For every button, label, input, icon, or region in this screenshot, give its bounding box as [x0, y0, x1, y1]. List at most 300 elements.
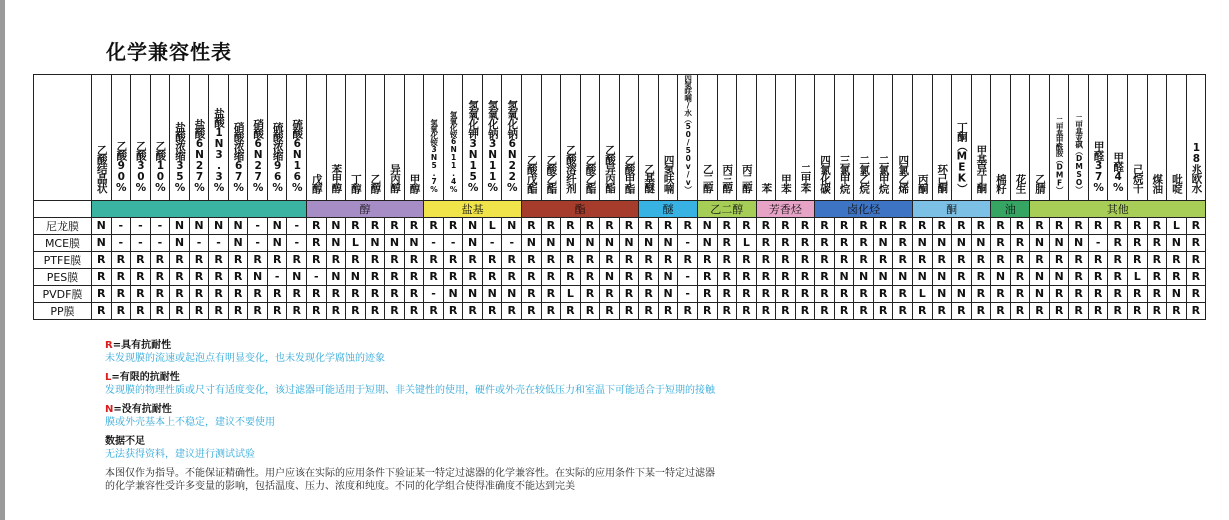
compatibility-table [33, 74, 1206, 320]
membrane-row [34, 268, 1206, 285]
rating-cell: R [209, 302, 229, 319]
chemical-header [815, 75, 835, 201]
chemical-header [131, 75, 151, 201]
rating-cell: - [424, 234, 444, 251]
rating-cell: N [326, 268, 346, 285]
rating-cell: R [971, 268, 991, 285]
chemical-header [365, 75, 385, 201]
chemical-name: 氢氧化铵3N5.7% [429, 118, 439, 193]
rating-cell: R [639, 251, 659, 268]
rating-cell: R [346, 285, 366, 302]
rating-cell: R [131, 302, 151, 319]
chemical-group: 盐基 [424, 200, 522, 217]
rating-cell: R [893, 217, 913, 234]
chemical-header [619, 75, 639, 201]
rating-cell: R [795, 302, 815, 319]
rating-cell: R [893, 251, 913, 268]
rating-cell: R [502, 251, 522, 268]
rating-cell: R [287, 302, 307, 319]
rating-cell: R [1108, 251, 1128, 268]
chemical-header [209, 75, 229, 201]
rating-cell: R [150, 302, 170, 319]
rating-cell: R [1049, 302, 1069, 319]
chemical-name: 四氯乙烯 [897, 154, 910, 193]
chemical-header [1088, 75, 1108, 201]
rating-cell: R [971, 302, 991, 319]
rating-cell: R [1147, 251, 1167, 268]
rating-cell: N [873, 234, 893, 251]
rating-cell: R [756, 268, 776, 285]
chemical-name: 丁酮（MEK） [955, 121, 968, 193]
rating-cell: R [658, 217, 678, 234]
chemical-header [912, 75, 932, 201]
rating-cell: R [424, 268, 444, 285]
rating-cell: R [1147, 302, 1167, 319]
chemical-name: 硫酸6N16% [291, 118, 304, 193]
rating-cell: R [991, 285, 1011, 302]
chemical-header [541, 75, 561, 201]
rating-cell: - [1088, 234, 1108, 251]
rating-cell: R [170, 268, 190, 285]
rating-cell: N [600, 234, 620, 251]
rating-cell: R [619, 302, 639, 319]
chemical-group: 卤化烃 [815, 200, 913, 217]
rating-cell: R [795, 251, 815, 268]
rating-cell: R [912, 217, 932, 234]
membrane-name: PP膜 [34, 302, 92, 319]
rating-cell: N [404, 234, 424, 251]
rating-cell: R [717, 234, 737, 251]
rating-cell: R [1069, 251, 1089, 268]
rating-cell: R [404, 251, 424, 268]
rating-cell: R [580, 251, 600, 268]
rating-cell: N [952, 285, 972, 302]
header-corner [34, 75, 92, 201]
rating-cell: R [697, 251, 717, 268]
rating-cell: R [600, 217, 620, 234]
chemical-group: 油 [991, 200, 1030, 217]
chemical-name: 甲基异丁酮 [975, 145, 988, 193]
rating-cell: R [443, 268, 463, 285]
rating-cell: N [228, 217, 248, 234]
rating-cell: R [346, 217, 366, 234]
chemical-name: 二氯乙烷 [858, 154, 871, 193]
rating-cell: R [131, 285, 151, 302]
rating-cell: R [189, 285, 209, 302]
rating-cell: R [834, 302, 854, 319]
rating-cell: R [1147, 285, 1167, 302]
rating-cell: R [111, 251, 131, 268]
rating-cell: R [1030, 302, 1050, 319]
rating-cell: L [912, 285, 932, 302]
chemical-header [1049, 75, 1069, 201]
rating-cell: - [189, 234, 209, 251]
chemical-name: 乙酸乙酯 [545, 154, 558, 193]
rating-cell: R [541, 268, 561, 285]
rating-cell: R [737, 285, 757, 302]
rating-cell: R [424, 302, 444, 319]
rating-cell: R [795, 234, 815, 251]
rating-cell: R [717, 217, 737, 234]
rating-cell: - [111, 217, 131, 234]
rating-cell: R [834, 251, 854, 268]
rating-cell: R [1069, 285, 1089, 302]
rating-cell: R [1010, 217, 1030, 234]
rating-cell: R [1108, 268, 1128, 285]
rating-cell: R [131, 251, 151, 268]
rating-cell: R [893, 302, 913, 319]
rating-cell: R [1186, 234, 1206, 251]
chemical-header [561, 75, 581, 201]
rating-cell: R [737, 302, 757, 319]
rating-cell: N [854, 268, 874, 285]
rating-cell: N [502, 217, 522, 234]
rating-cell: N [287, 268, 307, 285]
chemical-header [893, 75, 913, 201]
rating-cell: N [658, 285, 678, 302]
chemical-header [307, 75, 327, 201]
rating-cell: N [912, 268, 932, 285]
rating-cell: R [776, 234, 796, 251]
chemical-name: 二氯甲烷 [877, 154, 890, 193]
membrane-row [34, 217, 1206, 234]
rating-cell: R [991, 251, 1011, 268]
rating-cell: - [111, 234, 131, 251]
chemical-name: 四氢呋喃/水（50/50v/v） [683, 75, 693, 193]
chemical-header [267, 75, 287, 201]
chemical-name: 二甲基亚砜（DMSO） [1074, 115, 1084, 193]
rating-cell: R [1108, 234, 1128, 251]
rating-cell: R [1186, 302, 1206, 319]
chemical-name: 乙二醇 [701, 164, 714, 193]
rating-cell: - [150, 217, 170, 234]
rating-cell: R [189, 251, 209, 268]
rating-cell: R [267, 251, 287, 268]
rating-cell: N [932, 268, 952, 285]
left-edge-bar [0, 0, 5, 520]
rating-cell: R [854, 217, 874, 234]
chemical-name: 硝酸6N27% [252, 118, 265, 193]
chemical-name: 苯 [760, 183, 773, 193]
rating-cell: N [326, 234, 346, 251]
chemical-name: 三氯甲烷 [838, 154, 851, 193]
rating-cell: R [971, 217, 991, 234]
rating-cell: N [893, 268, 913, 285]
chemical-header [854, 75, 874, 201]
rating-cell: - [248, 234, 268, 251]
rating-cell: R [1010, 251, 1030, 268]
rating-cell: R [92, 285, 112, 302]
rating-cell: R [561, 302, 581, 319]
rating-cell: R [170, 285, 190, 302]
chemical-header [443, 75, 463, 201]
rating-cell: N [952, 234, 972, 251]
rating-cell: R [893, 234, 913, 251]
rating-cell: R [385, 217, 405, 234]
rating-cell: N [248, 268, 268, 285]
rating-cell: R [404, 302, 424, 319]
rating-cell: R [1030, 217, 1050, 234]
rating-cell: N [522, 234, 542, 251]
rating-cell: N [971, 234, 991, 251]
chemical-name: 氢氧化钾3N15% [467, 99, 480, 193]
rating-cell: R [776, 217, 796, 234]
chemical-header [111, 75, 131, 201]
rating-cell: N [561, 234, 581, 251]
chemical-name: 盐酸6N27% [193, 118, 206, 193]
rating-cell: R [580, 217, 600, 234]
rating-cell: R [1108, 302, 1128, 319]
rating-cell: R [443, 217, 463, 234]
chemical-header [189, 75, 209, 201]
chemical-header [737, 75, 757, 201]
membrane-row [34, 302, 1206, 319]
rating-cell: R [365, 251, 385, 268]
rating-cell: R [307, 217, 327, 234]
chemical-header [228, 75, 248, 201]
chemical-header [346, 75, 366, 201]
chemical-header [756, 75, 776, 201]
chemical-header [795, 75, 815, 201]
rating-cell: R [1010, 285, 1030, 302]
rating-cell: R [267, 285, 287, 302]
rating-cell: - [678, 234, 698, 251]
rating-cell: R [170, 302, 190, 319]
rating-cell: N [639, 234, 659, 251]
rating-cell: R [248, 251, 268, 268]
rating-cell: R [482, 251, 502, 268]
rating-cell: - [287, 217, 307, 234]
rating-cell: R [952, 251, 972, 268]
rating-cell: - [678, 285, 698, 302]
rating-cell: R [1010, 302, 1030, 319]
rating-cell: R [326, 251, 346, 268]
rating-cell: R [639, 285, 659, 302]
chemical-group: 乙二醇 [697, 200, 756, 217]
chemical-header [600, 75, 620, 201]
rating-cell: R [228, 251, 248, 268]
rating-cell: R [1010, 234, 1030, 251]
chemical-header [952, 75, 972, 201]
rating-cell: R [1108, 217, 1128, 234]
rating-cell: R [658, 302, 678, 319]
rating-cell: - [267, 268, 287, 285]
rating-cell: R [404, 285, 424, 302]
rating-cell: R [815, 251, 835, 268]
rating-cell: R [267, 302, 287, 319]
rating-cell: R [522, 285, 542, 302]
rating-cell: R [717, 251, 737, 268]
rating-cell: N [1030, 268, 1050, 285]
rating-cell: R [228, 285, 248, 302]
chemical-header [1069, 75, 1089, 201]
rating-cell: R [932, 217, 952, 234]
rating-cell: R [228, 268, 248, 285]
rating-cell: N [1069, 234, 1089, 251]
rating-cell: R [365, 302, 385, 319]
rating-cell: R [424, 217, 444, 234]
legend-n-title: N=没有抗耐性 [105, 404, 172, 415]
chemical-name: 乙基醚 [643, 164, 656, 193]
chemical-header [639, 75, 659, 201]
chemical-header [658, 75, 678, 201]
chemical-name: 环己酮 [936, 164, 949, 193]
rating-cell: R [1127, 302, 1147, 319]
legend-nodata-desc: 无法获得资料，建议进行测试试验 [105, 448, 255, 460]
rating-cell: L [1127, 268, 1147, 285]
rating-cell: N [267, 234, 287, 251]
rating-cell: R [307, 251, 327, 268]
rating-cell: R [815, 302, 835, 319]
rating-cell: R [150, 251, 170, 268]
rating-cell: N [932, 285, 952, 302]
rating-cell: R [873, 285, 893, 302]
rating-cell: - [482, 234, 502, 251]
chemical-header [697, 75, 717, 201]
chemical-header [717, 75, 737, 201]
rating-cell: N [170, 217, 190, 234]
rating-cell: N [873, 268, 893, 285]
rating-cell: R [443, 302, 463, 319]
chemical-header [92, 75, 112, 201]
legend-l-desc: 发现膜的物理性质或尺寸有适度变化，该过滤器可能适用于短期、非关键性的使用，硬件或外壳在较低压力和室温下可能适合于短期的接触 [105, 384, 715, 396]
rating-cell: R [697, 302, 717, 319]
chemical-name: 乙酸异丙酯 [603, 145, 616, 193]
rating-cell: R [776, 285, 796, 302]
rating-cell: R [541, 217, 561, 234]
chemical-name: 甲醛37% [1092, 140, 1105, 193]
rating-cell: R [385, 268, 405, 285]
rating-cell: R [678, 302, 698, 319]
rating-cell: N [267, 217, 287, 234]
rating-cell: R [248, 285, 268, 302]
chemical-name: 丙酮 [916, 173, 929, 193]
rating-cell: N [658, 268, 678, 285]
rating-cell: R [463, 268, 483, 285]
rating-cell: R [541, 285, 561, 302]
chemical-header [248, 75, 268, 201]
rating-cell: N [326, 217, 346, 234]
disclaimer-line-1: 本图仅作为指导。不能保证精确性。用户应该在实际的应用条件下验证某一特定过滤器的化学兼容性。在实际的应用条件下某一特定过滤器 [105, 468, 715, 479]
chemical-header [1030, 75, 1050, 201]
chemical-name: 四氯化碳 [819, 154, 831, 193]
rating-cell: R [717, 302, 737, 319]
chemical-name: 煤油 [1151, 173, 1164, 193]
rating-cell: R [1049, 285, 1069, 302]
group-corner [34, 200, 92, 217]
rating-cell: R [580, 268, 600, 285]
chemical-name: 乙酸10% [154, 140, 167, 193]
rating-cell: R [795, 285, 815, 302]
rating-cell: R [1127, 251, 1147, 268]
rating-cell: N [1167, 285, 1187, 302]
rating-cell: R [756, 217, 776, 234]
rating-cell: R [522, 268, 542, 285]
chemical-name: 苯甲醇 [330, 164, 343, 193]
rating-cell: N [385, 234, 405, 251]
rating-cell: N [912, 234, 932, 251]
rating-cell: R [228, 302, 248, 319]
rating-cell: R [287, 251, 307, 268]
legend-nodata-title: 数据不足 [105, 436, 145, 447]
rating-cell: N [697, 234, 717, 251]
rating-cell: R [873, 217, 893, 234]
disclaimer-line-2: 的化学兼容性受许多变量的影响，包括温度、压力、浓度和纯度。不同的化学组合使得准确度不能达到完美 [105, 480, 575, 492]
rating-cell: N [1030, 234, 1050, 251]
rating-cell: R [893, 285, 913, 302]
rating-cell: R [912, 251, 932, 268]
rating-cell: R [307, 234, 327, 251]
rating-cell: R [834, 234, 854, 251]
rating-cell: R [639, 217, 659, 234]
rating-cell: R [482, 268, 502, 285]
rating-cell: R [737, 268, 757, 285]
rating-cell: R [248, 302, 268, 319]
rating-cell: N [463, 217, 483, 234]
rating-cell: N [443, 285, 463, 302]
rating-cell: R [1186, 268, 1206, 285]
chemical-header [170, 75, 190, 201]
rating-cell: - [287, 234, 307, 251]
chemical-header [502, 75, 522, 201]
rating-cell: - [150, 234, 170, 251]
rating-cell: R [1186, 251, 1206, 268]
rating-cell: R [697, 268, 717, 285]
rating-cell: R [92, 251, 112, 268]
rating-cell: R [1088, 217, 1108, 234]
rating-cell: R [365, 268, 385, 285]
chemical-name: 氢氧化钠6N22% [506, 99, 519, 193]
rating-cell: R [639, 268, 659, 285]
rating-cell: R [170, 251, 190, 268]
rating-cell: R [541, 302, 561, 319]
rating-cell: R [365, 217, 385, 234]
rating-cell: R [600, 285, 620, 302]
membrane-row [34, 234, 1206, 251]
membrane-name: PTFE膜 [34, 251, 92, 268]
rating-cell: - [443, 234, 463, 251]
chemical-group: 酮 [912, 200, 990, 217]
rating-cell: R [756, 234, 776, 251]
rating-cell: R [619, 217, 639, 234]
rating-cell: R [795, 217, 815, 234]
rating-cell: N [365, 234, 385, 251]
rating-cell: R [1069, 268, 1089, 285]
rating-cell: - [502, 234, 522, 251]
chemical-name: 二甲苯 [799, 164, 812, 193]
chemical-name: 乙酸溶纤剂 [564, 145, 577, 193]
rating-cell: R [307, 302, 327, 319]
rating-cell: R [541, 251, 561, 268]
rating-cell: R [385, 251, 405, 268]
rating-cell: R [561, 251, 581, 268]
rating-cell: R [1186, 285, 1206, 302]
chemical-header [404, 75, 424, 201]
chemical-name: 硝酸浓缩67% [232, 121, 245, 193]
rating-cell: R [1167, 251, 1187, 268]
rating-cell: R [697, 285, 717, 302]
rating-cell: N [209, 217, 229, 234]
rating-cell: R [346, 302, 366, 319]
rating-cell: R [795, 268, 815, 285]
chemical-header [287, 75, 307, 201]
rating-cell: R [619, 268, 639, 285]
rating-cell: - [209, 234, 229, 251]
rating-cell: R [971, 285, 991, 302]
chemical-header [932, 75, 952, 201]
rating-cell: N [1049, 268, 1069, 285]
rating-cell: R [815, 234, 835, 251]
